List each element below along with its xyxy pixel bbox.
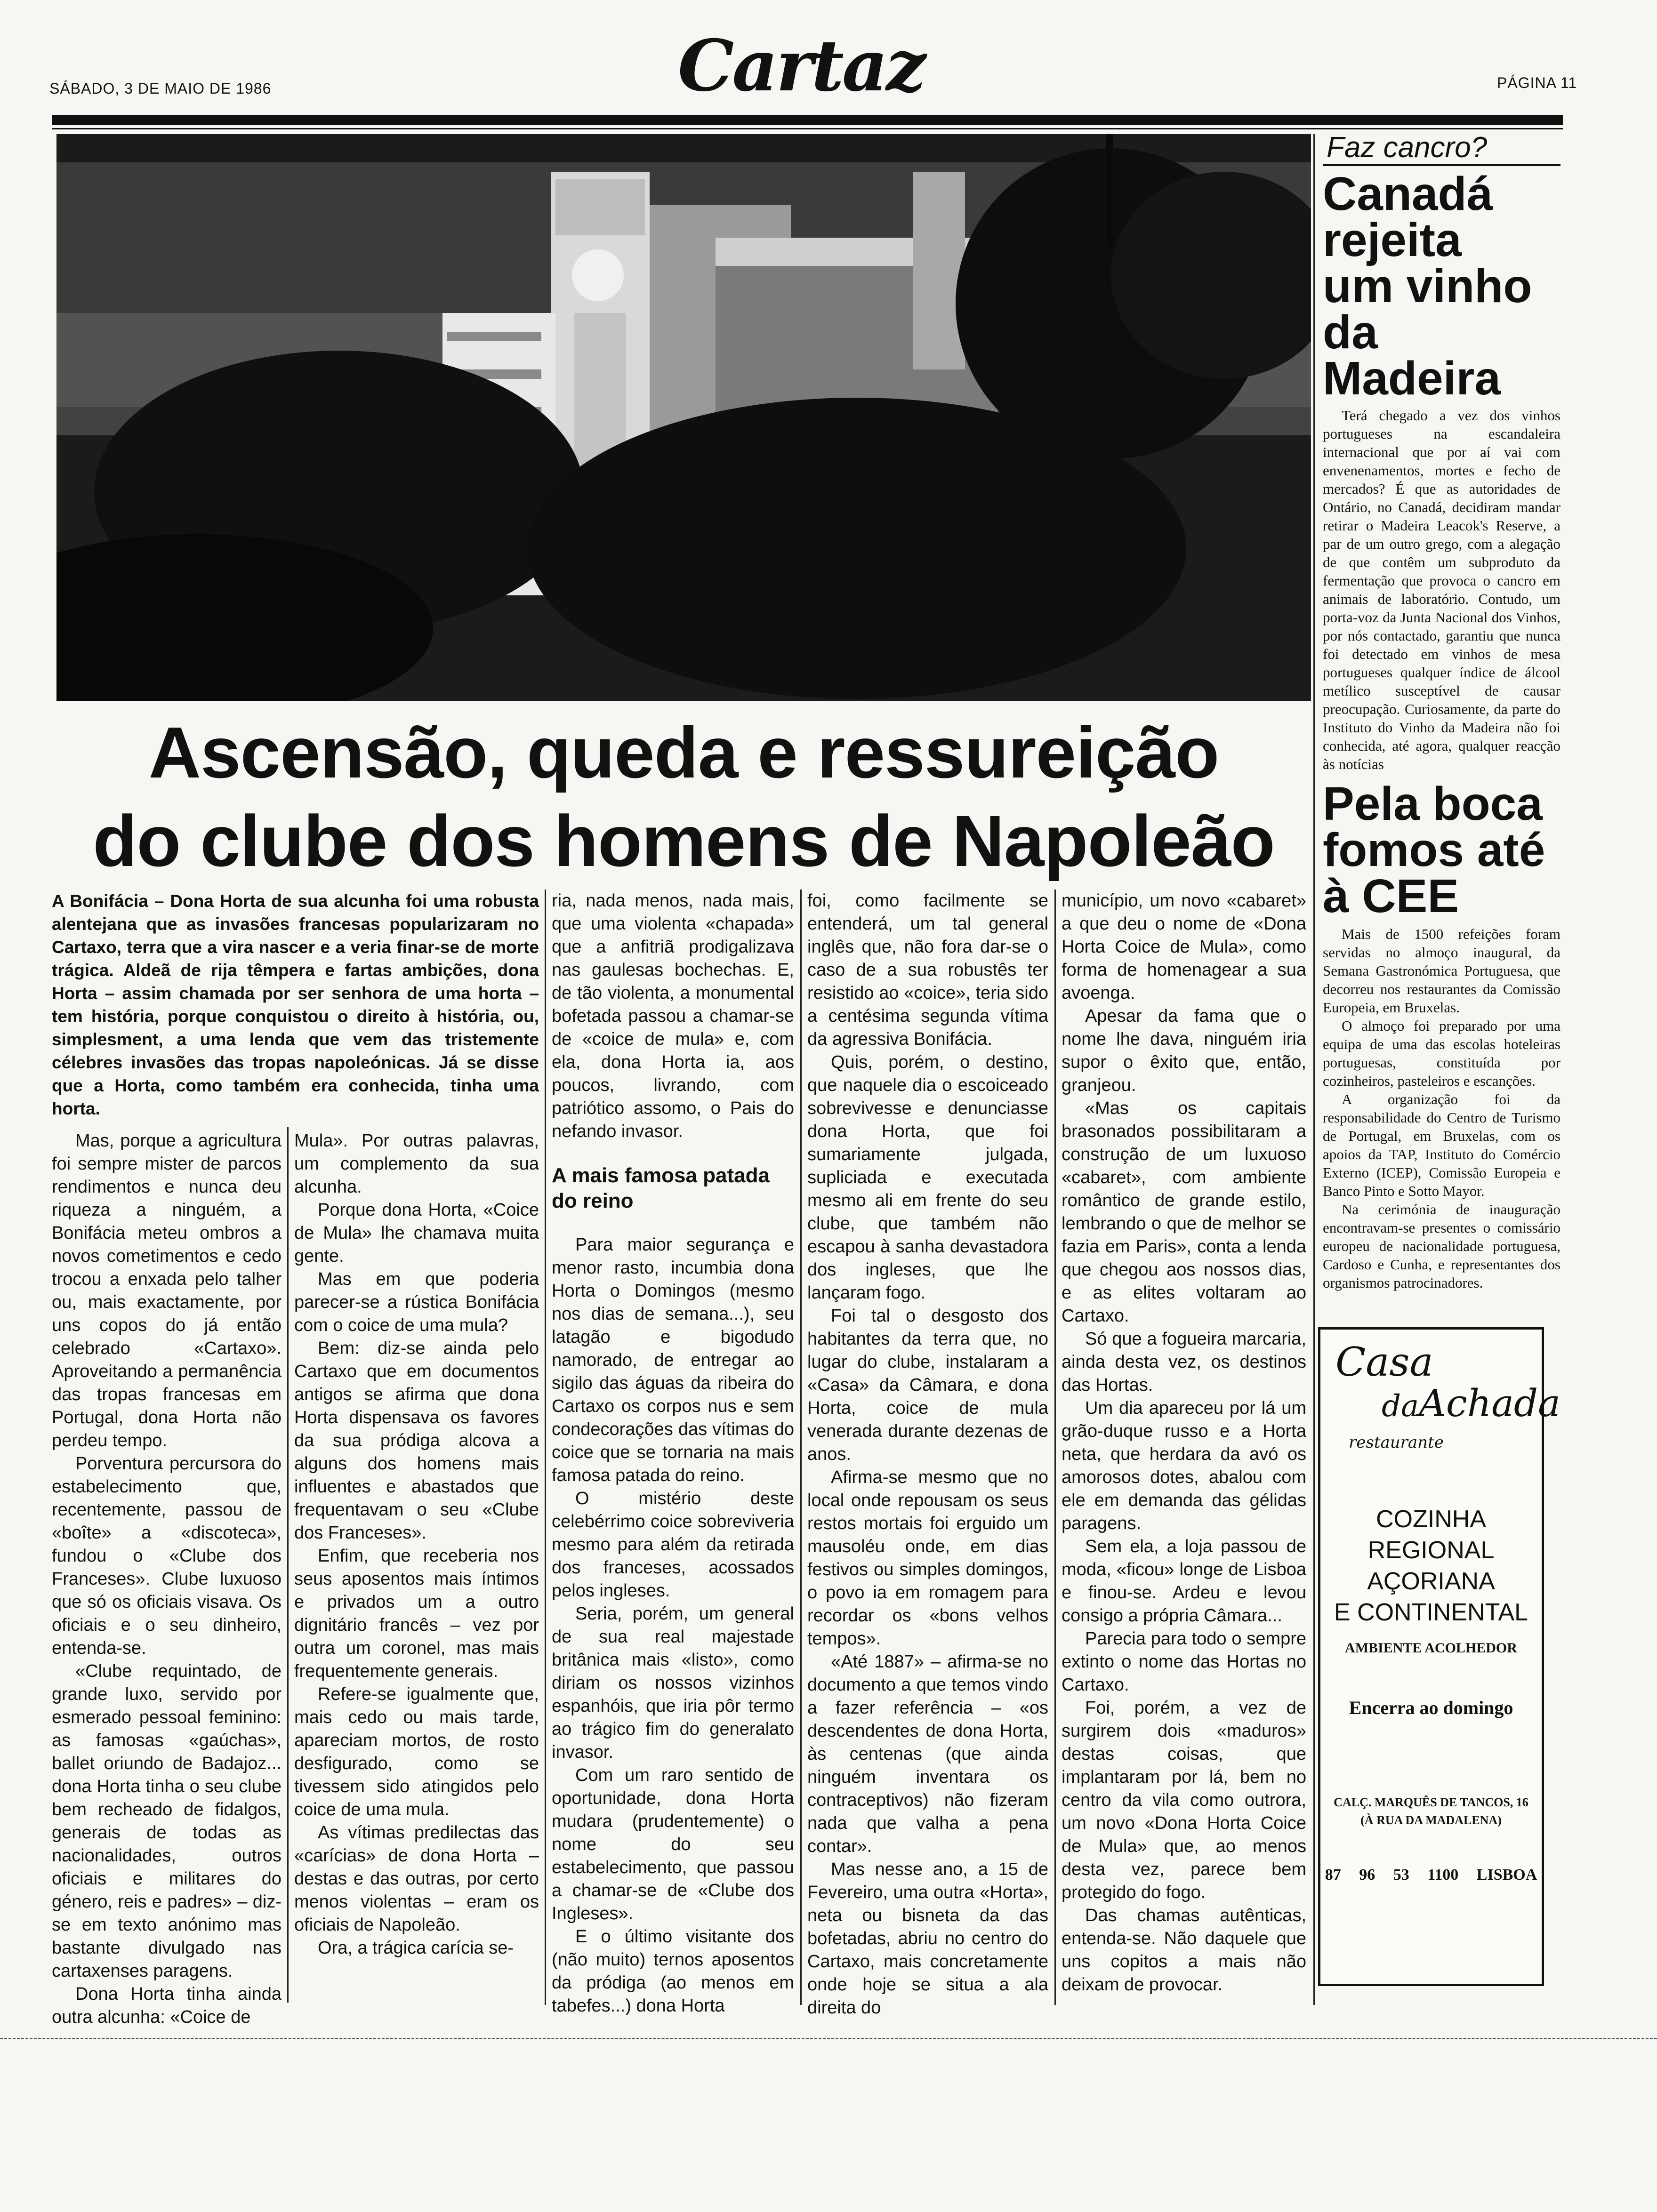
column-rule [545,890,546,2005]
paragraph: E o último visitante dos (não muito) ternos aposentos da pródiga (ao menos em tabefes...) dona Horta [552,1927,794,2016]
paragraph: Porque dona Horta, «Coice de Mula» lhe chamava muita gente. [294,1200,539,1266]
paragraph: foi, como facilmente se entenderá, um tal general inglês que, não fora dar-se o caso de a sua robustês ter resistido ao «coice», teria sido a centésima segunda vítima da agressiva Bonifácia. [807,891,1048,1049]
ad-name-da: da [1382,1389,1419,1424]
ad-name-line-2 [1382,1381,1560,1425]
sidebar-headline-line: à CEE [1323,870,1459,922]
paragraph: Parecia para todo o sempre extinto o nome das Hortas no Cartaxo. [1062,1629,1306,1695]
ad-phone: 87 96 53 [1325,1866,1409,1883]
masthead-logo: Cartaz [678,24,925,107]
paragraph: O mistério deste celebérrimo coice sobreviveria mesmo para além da retirada dos franceses, acossados pelos ingleses. [552,1489,794,1601]
paragraph: Afirma-se mesmo que no local onde repousam os seus restos mortais foi erguido um mausoléu onde, em dias festivos ou simples domingos, o povo ia em romagem para recordar os «bons velhos tempos». [807,1467,1048,1649]
page-fold-line [0,2038,1657,2039]
paragraph: Das chamas autênticas, entenda-se. Não daquele que uns copitos a mais não deixam de provocar. [1062,1906,1306,1995]
paragraph: Apesar da fama que o nome lhe dava, ninguém iria supor o êxito que, então, granjeou. [1062,1006,1306,1095]
town-photo-illustration [56,134,1311,701]
paragraph: Seria, porém, um general de sua real majestade britânica mais «listo», como diriam os nossos vizinhos espanhóis, que iria pôr termo ao trágico fim do generalato invasor. [552,1604,794,1762]
sidebar-headline-line: Pela boca [1323,777,1543,830]
paragraph: Mas em que poderia parecer-se a rústica Bonifácia com o coice de uma mula? [294,1269,539,1335]
ad-address-2: (À RUA DA MADALENA) [1360,1813,1502,1827]
sidebar-headline-line: Canadá [1323,168,1493,220]
ad-phone-city [1320,1866,1542,1884]
ad-closed-day: Encerra ao domingo [1349,1697,1513,1718]
column-rule [1054,890,1056,2005]
sidebar-kicker: Faz cancro? [1323,131,1560,166]
paragraph: Quis, porém, o destino, que naquele dia o escoiceado sobrevivesse e denunciasse dona Horta, que foi sumariamente julgada, supliciada e executada mesmo ali em frente do seu clube, que também não escapou à sanha devastadora dos ingleses, que lhe lançaram fogo. [807,1052,1048,1303]
restaurant-ad [1318,1327,1560,1986]
issue-date: SÁBADO, 3 DE MAIO DE 1986 [49,80,272,97]
column-rule [800,890,802,2005]
ad-ambiente: AMBIENTE ACOLHEDOR [1345,1640,1517,1656]
paragraph: «Clube requintado, de grande luxo, servido por esmerado pessoal feminino: as famosas «gaúchas», ballet oriundo de Badajoz... dona Horta tinha o seu clube bem recheado de fidalgos, generais de todas as nacionalidades, outros oficiais e militares do género, reis e padres» – diz-se em texto anónimo mas bastante divulgado nas cartaxenses paragens. [52,1661,282,1981]
sidebar [1323,131,1560,1292]
paragraph: Mas, porque a agricultura foi sempre mister de parcos rendimentos e nunca deu riqueza a ninguém, a Bonifácia meteu ombros a novos cometimentos e cedo trocou a enxada pelo talher ou, mais exactamente, por uns copos do já então celebrado «Cartaxo». Aproveitando a permanência das tropas francesas em Portugal, dona Horta não perdeu tempo. [52,1131,282,1451]
paragraph: Foi tal o desgosto dos habitantes da terra que, no lugar do clube, instalaram a «Casa» da Câmara, e dona Horta, coice de mula venerada durante dezenas de anos. [807,1306,1048,1464]
sidebar-headline-line: Madeira [1323,352,1501,405]
page-number: PÁGINA 11 [1497,74,1577,91]
sidebar-headline-1 [1323,168,1560,405]
ad-cuisine-line: COZINHA REGIONAL [1367,1506,1495,1564]
article-column-4 [807,890,1048,2020]
headline-line-1: Ascensão, queda e ressureição [148,712,1219,793]
paragraph: Refere-se igualmente que, mais cedo ou mais tarde, apareciam mortos, de rosto desfigurado, como se tivessem sido atingidos pelo coice de uma mula. [294,1684,539,1819]
paragraph: Foi, porém, a vez de surgirem dois «maduros» destas coisas, que implantaram por lá, bem no centro da vila como outrora, um novo «Dona Horta Coice de Mula» que, ao menos desta vez, parece bem protegido do fogo. [1062,1698,1306,1902]
ad-cuisine-line: AÇORIANA [1367,1568,1495,1595]
sidebar-rule [1313,134,1315,2005]
paragraph: município, um novo «cabaret» a que deu o nome de «Dona Horta Coice de Mula», como forma de homenagear a sua avoenga. [1062,891,1306,1003]
paragraph: Bem: diz-se ainda pelo Cartaxo que em documentos antigos se afirma que dona Horta dispensava os favores da sua pródiga alcova a alguns dos homens mais influentes e abastados que frequentavam o seu «Clube dos Franceses». [294,1338,539,1543]
town-photo [56,134,1311,701]
paragraph: Sem ela, a loja passou de moda, «ficou» longe de Lisboa e finou-se. Ardeu e levou consigo a própria Câmara... [1062,1537,1306,1626]
paragraph: Mula». Por outras palavras, um complemento da sua alcunha. [294,1131,539,1197]
ad-name-achada: Achada [1419,1381,1560,1425]
paragraph: Dona Horta tinha ainda outra alcunha: «Coice de [52,1984,282,2027]
ad-name-line-1: Casa [1335,1339,1433,1385]
paragraph: «Mas os capitais brasonados possibilitaram a construção de um luxuoso «cabaret», com ambiente romântico de grande estilo, lembrando o que de melhor se fazia em Paris», conta a lenda que chegou aos nossos dias, e as elites voltaram ao Cartaxo. [1062,1098,1306,1326]
sidebar-paragraph: O almoço foi preparado por uma equipa de uma das escolas hoteleiras portuguesas, constituída por cozinheiros, pasteleiros e escanções. [1323,1018,1560,1089]
sidebar-paragraph: Na cerimónia de inauguração encontravam-se presentes o comissário europeu de nacionalidade portuguesa, Cardoso e Cunha, e representantes dos organismos patrocinadores. [1323,1201,1560,1291]
article-lede: A Bonifácia – Dona Horta de sua alcunha foi uma robusta alentejana que as invasões francesas popularizaram no Cartaxo, terra que a vira nascer e a veria finar-se de morte trágica. Aldeã de rija têmpera e fartas ambições, dona Horta – assim chamada por ser senhora de uma horta – tem história, porque conquistou o direito à história, ou, simplesment, a uma lenda que vem das tristemente célebres invasões das tropas napoleónicas. Já se disse que a Horta, como também era conhecida, tinha uma horta. [52,891,539,1118]
paragraph: Um dia apareceu por lá um grão-duque russo e a Horta neta, que herdara da avó os amorosos dotes, abalou com ele em demanda das gélidas paragens. [1062,1398,1306,1533]
ad-cuisine [1320,1504,1542,1628]
article-headline [56,708,1311,885]
ad-subtitle: restaurante [1349,1433,1444,1452]
article-column-2 [294,1130,539,1960]
paragraph: Porventura percursora do estabelecimento que, recentemente, passou de «boîte» a «discoteca», fundou o «Clube dos Franceses». Clube luxuoso que só os oficiais visava. Os oficiais e o seu dinheiro, entenda-se. [52,1454,282,1658]
ad-city: 1100 LISBOA [1427,1866,1537,1883]
article-column-5 [1062,890,1306,1996]
paragraph: Só que a fogueira marcaria, ainda desta vez, os destinos das Hortas. [1062,1329,1306,1395]
column-3-bottom [552,1234,794,2018]
paragraph: As vítimas predilectas das «carícias» de dona Horta – destas e das outras, por certo menos violentas – eram os oficiais de Napoleão. [294,1823,539,1935]
article-column-1 [52,1130,282,2029]
paragraph: Mas nesse ano, a 15 de Fevereiro, uma outra «Horta», neta ou bisneta da das bofetadas, abriu no centro do Cartaxo, mais concretamente onde hoje se situa a ala direita do [807,1859,1048,2018]
column-3-top [552,890,794,1143]
paragraph: Com um raro sentido de oportunidade, dona Horta mudara (prudentemente) o nome do seu estabelecimento, que passou a chamar-se de «Clube dos Ingleses». [552,1765,794,1923]
column-rule [287,1127,289,2003]
sidebar-headline-line: da [1323,306,1378,359]
sidebar-text-1: Terá chegado a vez dos vinhos portugueses na escandaleira internacional que por aí vai com envenenamentos, mortes e fecho de mercados? É que as autoridades de Ontário, no Canadá, decidiram mandar retirar o Madeira Leacok's Reserve, a par de um outro grego, com a alegação de que contêm um subproduto da fermentação que provoca o cancro em animais de laboratório. Contudo, um porta-voz da Junta Nacional dos Vinhos, por nós contactado, garantiu que nunca foi detectado em vinhos de mesa portugueses qualquer índice de álcool metílico susceptível de causar preocupação. Curiosamente, da parte do Instituto do Vinho da Madeira não foi conhecida, até agora, qualquer reacção às notícias [1323,407,1560,772]
sidebar-paragraph: A organização foi da responsabilidade do Centro de Turismo de Portugal, em Bruxelas, com os apoios da TAP, Instituto do Comércio Externo (ICEP), Comissão Europeia e Banco Pinto e Sotto Mayor. [1323,1091,1560,1199]
article-column-3 [552,890,794,2018]
header-rule [52,115,1563,125]
sidebar-headline-line: rejeita [1323,214,1462,266]
paragraph: «Até 1887» – afirma-se no documento a que temos vindo a fazer referência – «os descendentes de dona Horta, às centenas (que ainda ninguém inventara os contraceptivos) não fizeram nada que valha a pena contar». [807,1652,1048,1856]
paragraph: Enfim, que receberia nos seus aposentos mais íntimos e privados um a outro dignitário francês – vez por outra um coronel, mas mais frequentemente generais. [294,1546,539,1681]
paragraph: Ora, a trágica carícia se- [318,1938,514,1958]
sidebar-text-2 [1323,925,1560,1292]
sidebar-headline-2 [1323,777,1560,922]
headline-line-2: do clube dos homens de Napoleão [93,801,1275,882]
sidebar-headline-line: um vinho [1323,260,1532,313]
sidebar-paragraph: Mais de 1500 refeições foram servidas no almoço inaugural, da Semana Gastronómica Portuguesa, que decorreu nos restaurantes da Comissão Europeia, em Bruxelas. [1323,926,1560,1016]
sidebar-headline-line: fomos até [1323,824,1545,876]
article-subhead: A mais famosa patada do reino [552,1164,770,1212]
ad-cuisine-line: E CONTINENTAL [1334,1599,1528,1626]
header-rule-thin [52,128,1563,129]
paragraph: Para maior segurança e menor rasto, incumbia dona Horta o Domingos (mesmo nos dias de semana...), seu latagão e bigodudo namorado, de entregar ao sigilo das águas da ribeira do Cartaxo os corpos nus e sem condecorações das vítimas do coice que se tornaria na mais famosa patada do reino. [552,1235,794,1485]
ad-address-1: CALÇ. MARQUÊS DE TANCOS, 16 [1334,1795,1528,1809]
paragraph: ria, nada menos, nada mais, que uma violenta «chapada» que a anfitriã prodigalizava nas gaulesas bochechas. E, de tão violenta, a monumental bofetada passou a chamar-se de «coice de mula» e, com ela, dona Horta ia, aos poucos, livrando, com patriótico assomo, o Pais do nefando invasor. [552,891,794,1141]
